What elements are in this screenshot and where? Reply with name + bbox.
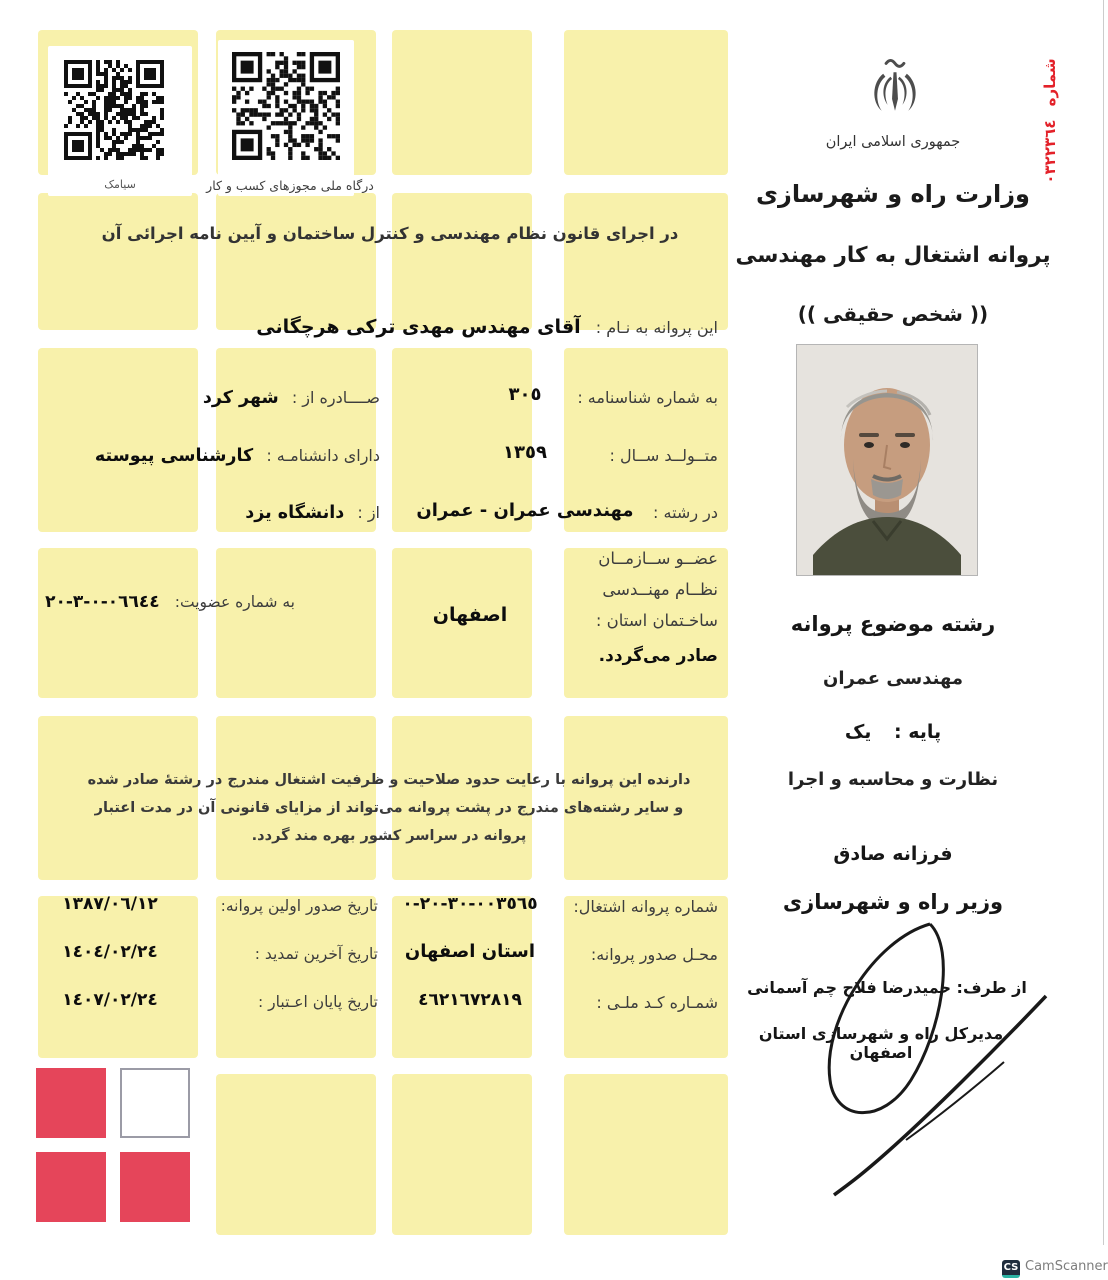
background-block	[564, 193, 728, 330]
major-label: در رشته :	[653, 503, 718, 522]
member-org-line1: عضــو ســازمــان	[598, 549, 718, 568]
background-block	[38, 193, 198, 330]
national-code-value: ٤٦٢١٦٧٢٨١٩	[418, 990, 522, 1010]
name-line	[256, 316, 718, 338]
birth-year-label: متــولــد ســال :	[609, 446, 718, 465]
camscanner-watermark	[1002, 1255, 1108, 1278]
qr-caption-siyamak: سیامک	[104, 178, 136, 191]
grade-line	[728, 721, 1058, 743]
permit-number-label: شماره پروانه اشتغال:	[573, 897, 718, 916]
director-title-line: مدیرکل راه و شهرسازی استان اصفهان	[758, 1024, 1004, 1062]
background-block	[216, 896, 376, 1058]
notice-line-3: پروانه در سراسر کشور بهره مند گردد.	[251, 828, 527, 844]
issued-from-pair	[203, 388, 380, 408]
first-issue-label: تاریخ صدور اولین پروانه:	[220, 897, 378, 915]
director-signature	[808, 910, 1088, 1205]
stamp-square-red-3	[120, 1152, 190, 1222]
last-renewal-label: تاریخ آخرین تمدید :	[254, 945, 378, 963]
qr-code-national-portal	[232, 52, 340, 160]
issued-statement: صادر می‌گردد.	[598, 646, 718, 666]
background-block	[564, 30, 728, 175]
permit-number-value: ٠-٢٠-٣٠-٠٠٣٥٦٥	[402, 894, 538, 914]
background-block	[392, 896, 532, 1058]
university-pair	[245, 503, 380, 523]
qr-panel-national-portal	[218, 40, 354, 196]
qr-code-siyamak	[64, 60, 164, 160]
background-block	[38, 548, 198, 698]
grade-label: پایه :	[894, 721, 942, 743]
name-label: این پروانه به نـام :	[595, 318, 718, 337]
stamp-square-red-2	[36, 1152, 106, 1222]
camscanner-text: CamScanner	[1025, 1259, 1108, 1274]
scan-edge-line	[1103, 0, 1104, 1245]
background-block	[216, 548, 376, 698]
background-block	[38, 348, 198, 532]
background-block	[392, 193, 532, 330]
qr-caption-national-portal: درگاه ملی مجوزهای کسب و کار	[206, 178, 374, 193]
serial-value: ٠٣٢٢٣٦٤	[1041, 119, 1059, 184]
major-value: مهندسی عمران - عمران	[416, 500, 634, 521]
id-number-label: به شماره شناسنامه :	[577, 388, 718, 407]
engineer-name: آقای مهندس مهدی ترکی هرچگانی	[256, 316, 581, 338]
camscanner-badge-icon: CS	[1002, 1260, 1020, 1278]
member-org-line3: ساخـتمان استان :	[595, 611, 718, 630]
issue-place-label: محـل صدور پروانه:	[590, 945, 718, 964]
notice-paragraph	[60, 766, 718, 850]
serial-label: شماره	[1041, 58, 1059, 107]
birth-year-value: ١٣٥٩	[503, 442, 547, 463]
degree-value: کارشناسی پیوسته	[94, 446, 254, 466]
country-name: جمهوری اسلامی ایران	[825, 134, 961, 150]
qr-panel-siyamak	[48, 46, 192, 196]
last-renewal-value: ١٤٠٤/٠٢/٢٤	[62, 942, 158, 962]
grade-value: یک	[844, 721, 872, 743]
background-block	[564, 1074, 728, 1235]
expiry-label: تاریخ پایان اعـتبار :	[258, 993, 378, 1011]
id-number-value: ٣٠٥	[508, 384, 542, 405]
issue-place-value: استان اصفهان	[404, 941, 536, 962]
portrait-photo	[796, 344, 978, 576]
person-type-badge: (( شخص حقیقی ))	[797, 302, 989, 326]
subject-value: مهندسی عمران	[822, 668, 964, 689]
iran-emblem-icon	[858, 54, 932, 132]
issued-from-value: شهر کرد	[202, 388, 279, 408]
stamp-square-red-1	[36, 1068, 106, 1138]
stamp-square-white	[120, 1068, 190, 1138]
issued-from-label: صــــادره از :	[291, 388, 380, 407]
on-behalf-line: از طرف: حمیدرضا فلاح چم آسمانی	[747, 978, 1027, 997]
ministry-name: وزارت راه و شهرسازی	[756, 180, 1030, 208]
background-block	[392, 30, 532, 175]
background-block	[564, 896, 728, 1058]
subject-title: رشته موضوع پروانه	[790, 612, 996, 636]
degree-pair	[95, 446, 380, 466]
membership-number-value: ٢٠-٣-٠-٠٦٦٤٤	[45, 592, 160, 612]
serial-number	[1041, 41, 1063, 201]
background-block	[392, 1074, 532, 1235]
background-block	[216, 1074, 376, 1235]
law-line: در اجرای قانون نظام مهندسی و کنترل ساختمان و آیین نامه اجرائی آن	[101, 224, 679, 243]
minister-title: وزیر راه و شهرسازی	[782, 890, 1004, 914]
background-block	[38, 896, 198, 1058]
background-block	[216, 193, 376, 330]
member-province: اصفهان	[432, 604, 508, 626]
university-value: دانشگاه یزد	[245, 503, 345, 523]
expiry-value: ١٤٠٧/٠٢/٢٤	[62, 990, 158, 1010]
notice-line-1: دارنده این پروانه با رعایت حدود صلاحیت و ظرفیت اشتغال مندرج در رشتهٔ صادر شده	[87, 772, 691, 788]
degree-label: دارای دانشنامـه :	[266, 446, 380, 465]
first-issue-value: ١٣٨٧/٠٦/١٢	[62, 894, 158, 914]
membership-number-pair	[45, 592, 295, 612]
membership-number-label: به شماره عضویت:	[174, 593, 295, 611]
member-org-line2: نظــام مهنــدسی	[602, 580, 718, 599]
notice-line-2: و سایر رشته‌های مندرج در پشت پروانه می‌تواند از مزایای قانونی آن در مدت اعتبار	[94, 800, 684, 816]
document-title: پروانه اشتغال به کار مهندسی	[735, 243, 1051, 268]
scope-line: نظارت و محاسبه و اجرا	[787, 769, 999, 790]
minister-name: فرزانه صادق	[833, 843, 953, 865]
university-label: از :	[357, 503, 380, 522]
national-code-label: شمـاره کـد ملـی :	[596, 993, 718, 1012]
